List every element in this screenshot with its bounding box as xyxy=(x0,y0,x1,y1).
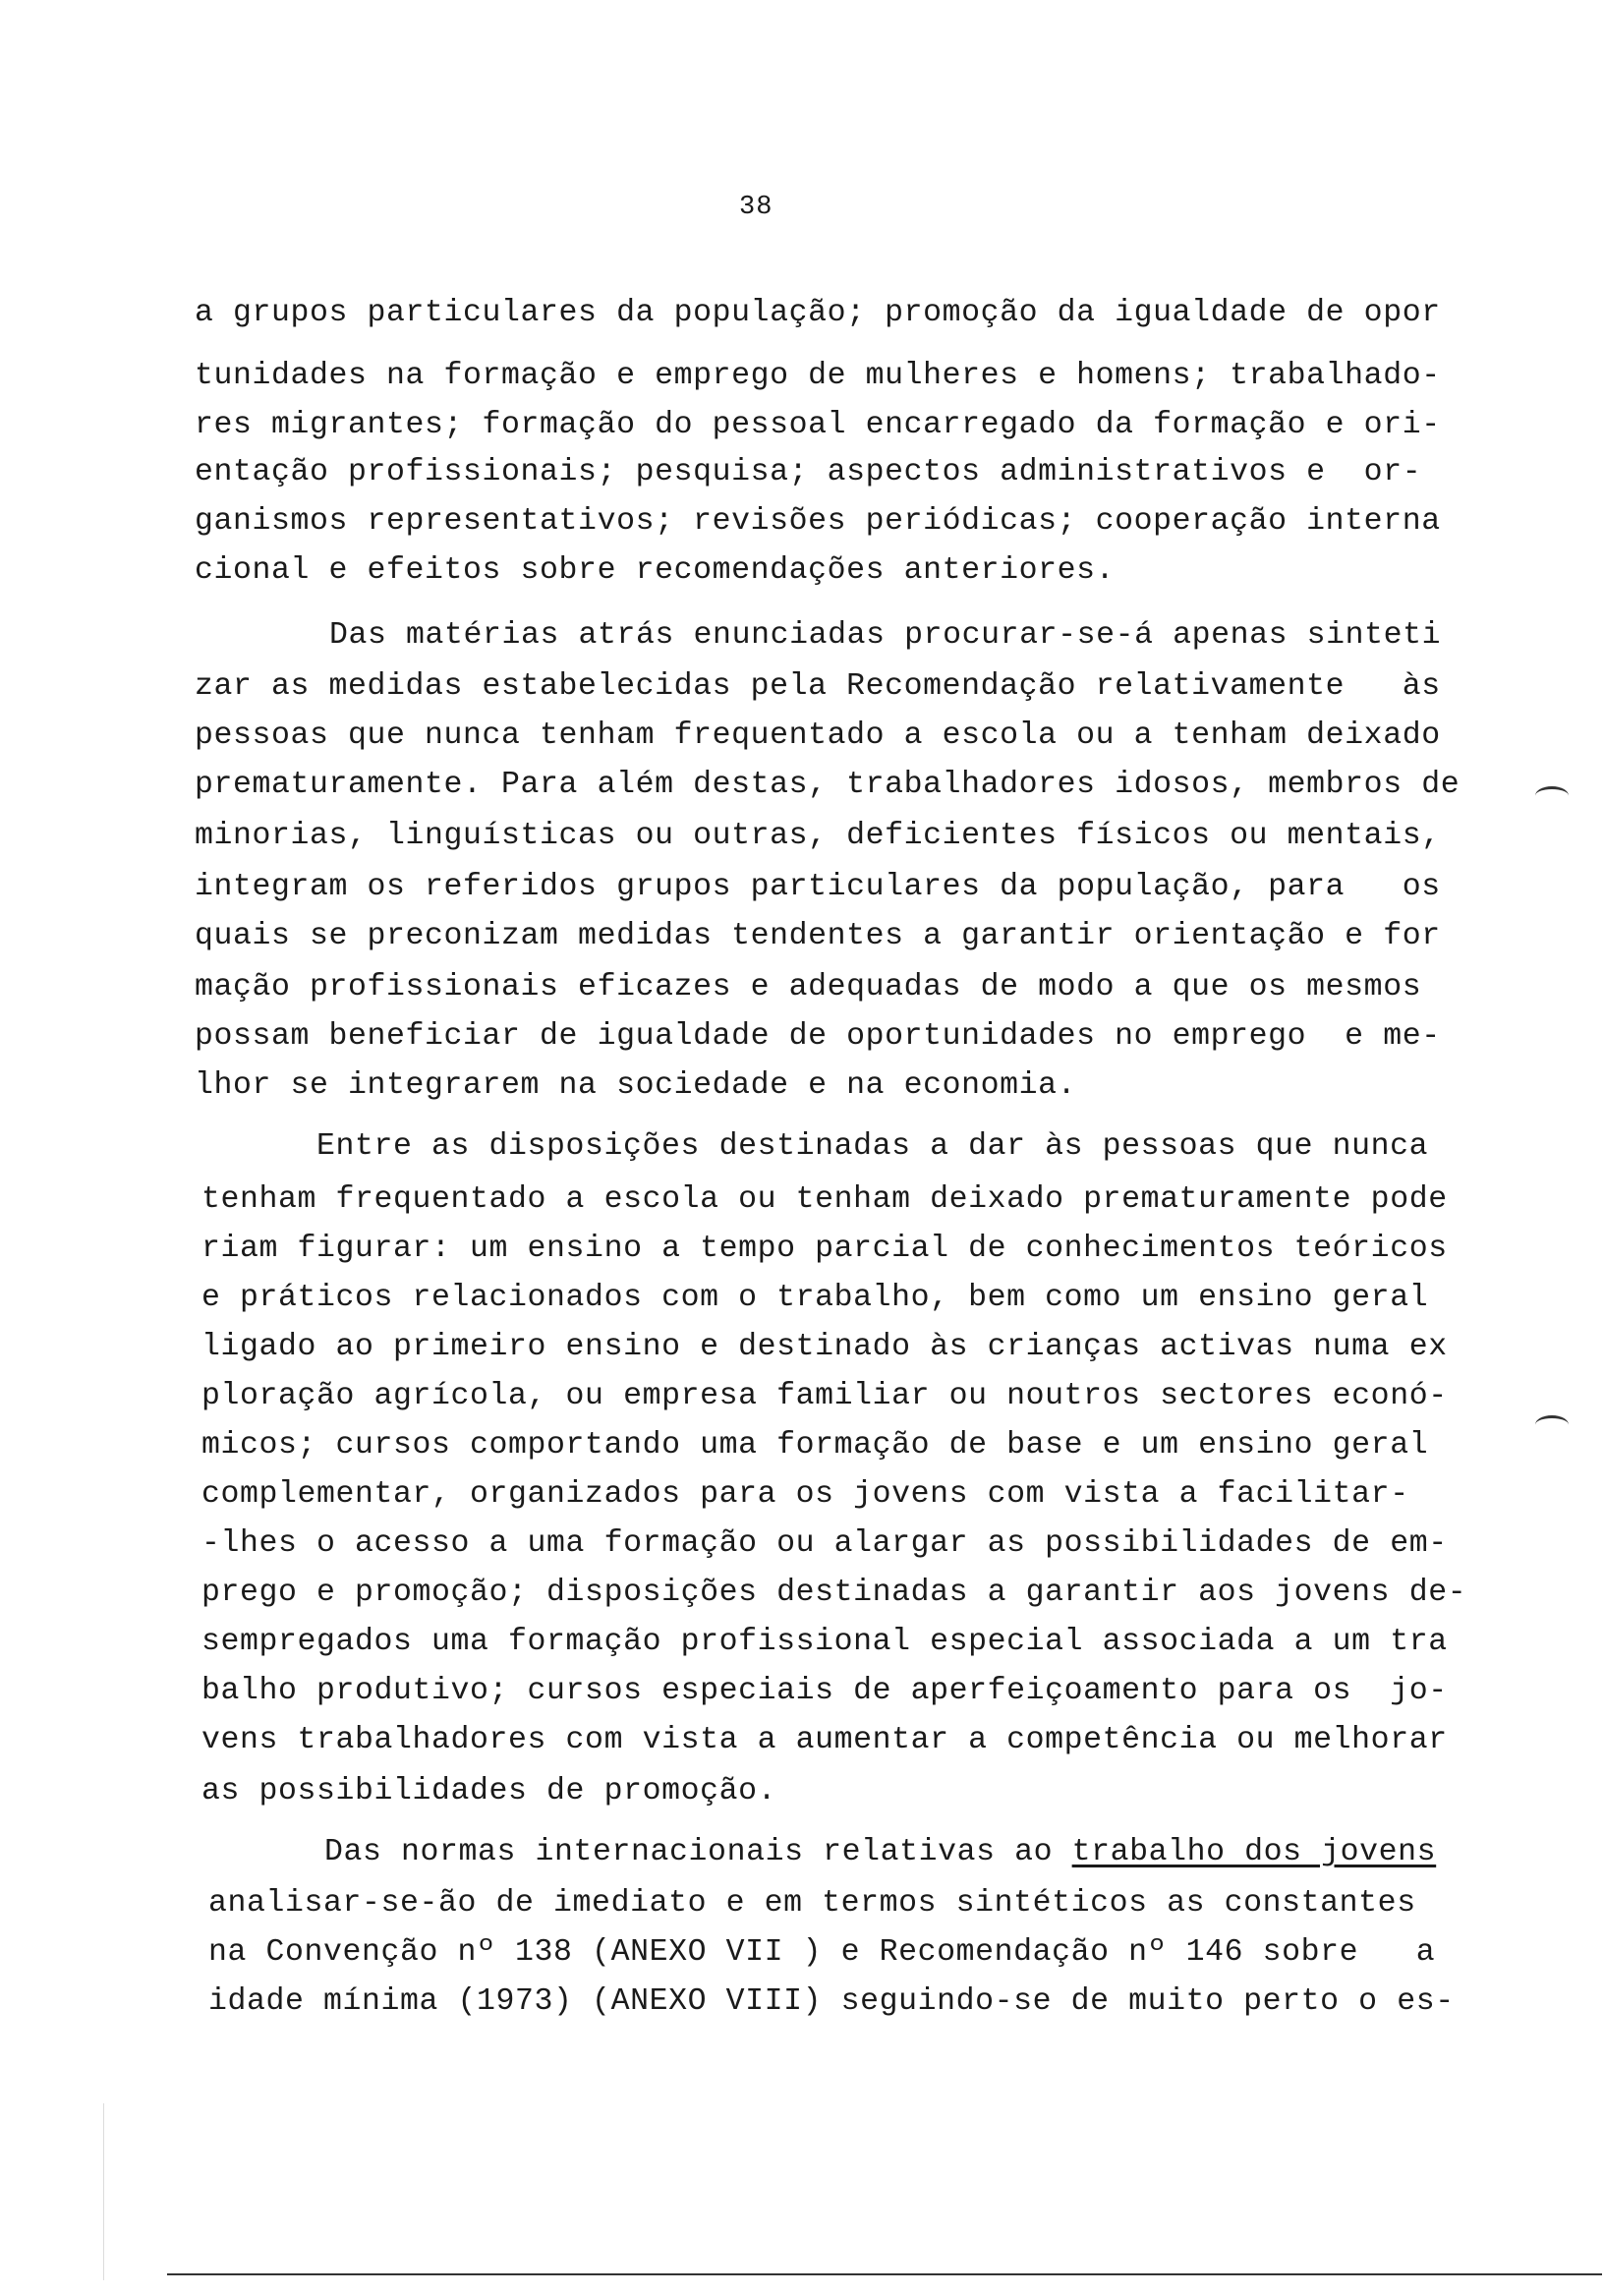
text-line: quais se preconizam medidas tendentes a garantir orientação e for xyxy=(195,919,1441,953)
text-line: idade mínima (1973) (ANEXO VIII) seguindo-se de muito perto o es- xyxy=(208,1984,1455,2019)
text-line: na Convenção nº 138 (ANEXO VII ) e Recomendação nº 146 sobre a xyxy=(208,1935,1436,1970)
text-line: Das matérias atrás enunciadas procurar-se-á apenas sinteti xyxy=(329,618,1442,653)
text-line: complementar, organizados para os jovens com vista a facilitar- xyxy=(201,1477,1409,1512)
text-line: possam beneficiar de igualdade de oportunidades no emprego e me- xyxy=(195,1019,1441,1054)
margin-mark xyxy=(1535,1415,1569,1434)
scan-edge-shadow xyxy=(103,2103,104,2280)
text-line: riam figurar: um ensino a tempo parcial de conhecimentos teóricos xyxy=(201,1232,1448,1266)
page-number: 38 xyxy=(739,193,773,222)
text-line: res migrantes; formação do pessoal encarregado da formação e ori- xyxy=(195,408,1441,442)
text-line: Entre as disposições destinadas a dar às pessoas que nunca xyxy=(316,1129,1429,1164)
bottom-rule xyxy=(167,2273,1602,2275)
text-span: Das normas internacionais relativas ao xyxy=(324,1835,1072,1869)
text-line: -lhes o acesso a uma formação ou alargar as possibilidades de em- xyxy=(201,1526,1448,1561)
text-line: entação profissionais; pesquisa; aspectos administrativos e or- xyxy=(195,455,1422,489)
text-line: as possibilidades de promoção. xyxy=(201,1774,777,1808)
text-line: tunidades na formação e emprego de mulheres e homens; trabalhado- xyxy=(195,359,1441,393)
text-line: tenham frequentado a escola ou tenham deixado prematuramente pode xyxy=(201,1182,1448,1217)
text-line: pessoas que nunca tenham frequentado a escola ou a tenham deixado xyxy=(195,718,1441,753)
text-line: micos; cursos comportando uma formação de base e um ensino geral xyxy=(201,1428,1429,1463)
underlined-phrase: trabalho dos jovens xyxy=(1071,1835,1437,1869)
text-line: sempregados uma formação profissional especial associada a um tra xyxy=(201,1625,1448,1659)
text-line: prematuramente. Para além destas, trabalhadores idosos, membros de xyxy=(195,768,1461,802)
text-line: prego e promoção; disposições destinadas a garantir aos jovens de- xyxy=(201,1576,1467,1610)
text-line: ploração agrícola, ou empresa familiar ou noutros sectores econó- xyxy=(201,1379,1448,1413)
text-line xyxy=(324,1834,1436,1871)
text-line: cional e efeitos sobre recomendações anteriores. xyxy=(195,553,1116,588)
text-line: integram os referidos grupos particulares da população, para os xyxy=(195,870,1441,904)
text-line: balho produtivo; cursos especiais de aperfeiçoamento para os jo- xyxy=(201,1674,1448,1708)
text-line: e práticos relacionados com o trabalho, bem como um ensino geral xyxy=(201,1281,1429,1315)
text-line: ligado ao primeiro ensino e destinado às crianças activas numa ex xyxy=(201,1330,1448,1364)
text-line: lhor se integrarem na sociedade e na economia. xyxy=(195,1068,1077,1103)
text-line: a grupos particulares da população; promoção da igualdade de opor xyxy=(195,296,1441,330)
text-line: mação profissionais eficazes e adequadas de modo a que os mesmos xyxy=(195,970,1422,1004)
text-line: vens trabalhadores com vista a aumentar a competência ou melhorar xyxy=(201,1723,1448,1757)
text-line: analisar-se-ão de imediato e em termos sintéticos as constantes xyxy=(208,1886,1416,1921)
text-line: ganismos representativos; revisões periódicas; cooperação interna xyxy=(195,504,1441,539)
margin-mark xyxy=(1535,786,1569,805)
text-line: minorias, linguísticas ou outras, deficientes físicos ou mentais, xyxy=(195,819,1441,853)
text-line: zar as medidas estabelecidas pela Recomendação relativamente às xyxy=(195,669,1441,704)
